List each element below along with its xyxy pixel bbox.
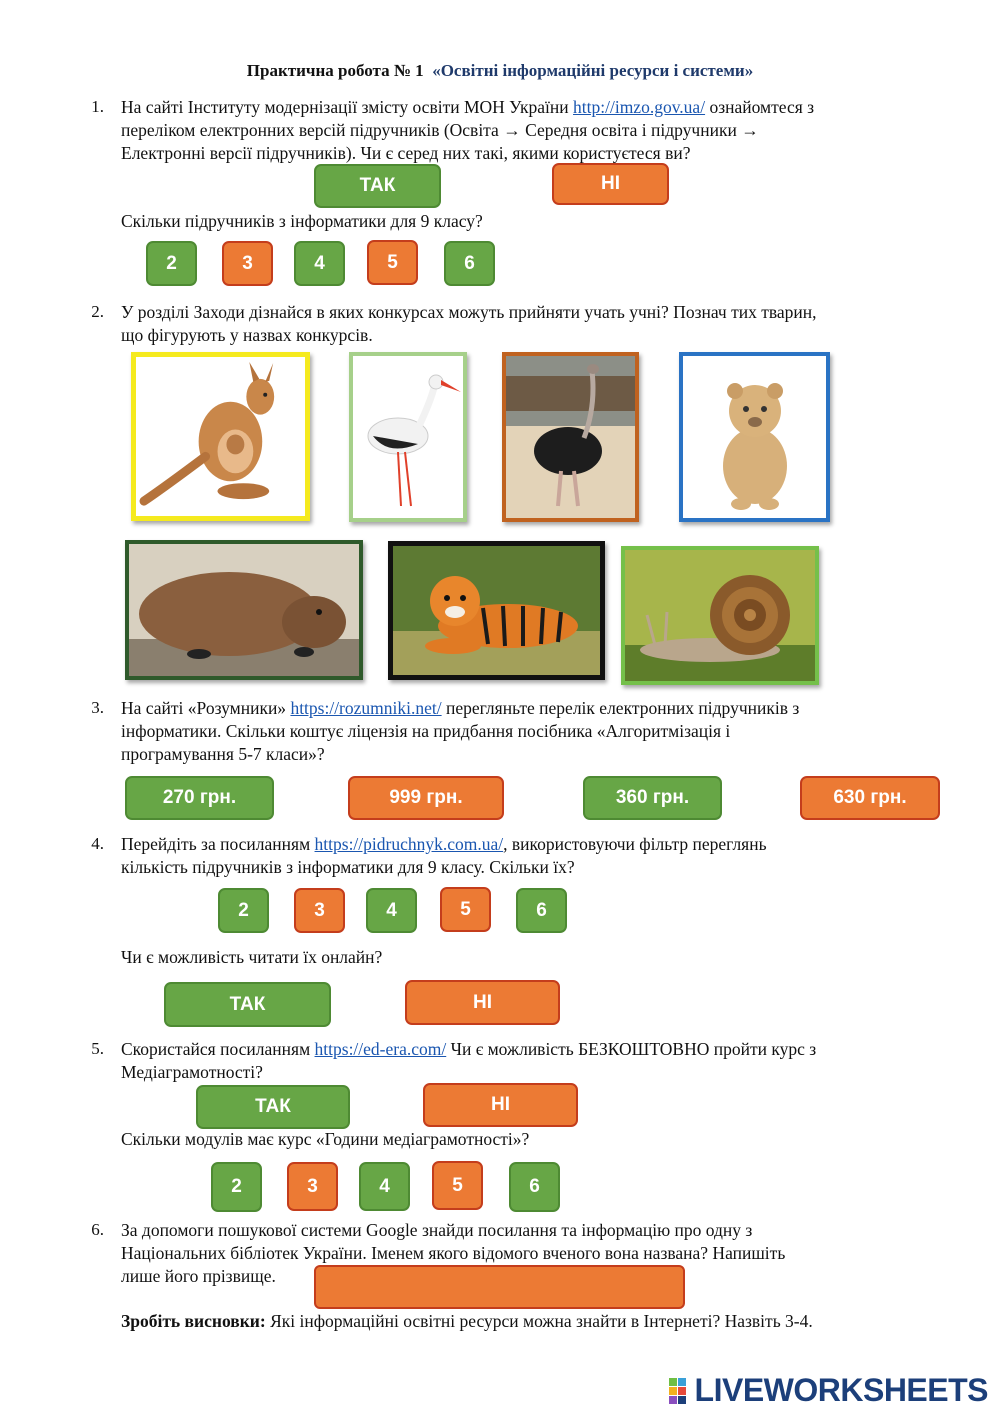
rozumniki-link[interactable]: https://rozumniki.net/ bbox=[290, 698, 442, 718]
tiger-image[interactable] bbox=[388, 541, 605, 680]
q6-line-3: лише його прізвище. bbox=[121, 1266, 276, 1286]
q5-text-a: Скористайся посиланням bbox=[121, 1039, 315, 1059]
question-number: 4. bbox=[91, 834, 104, 853]
ostrich-icon bbox=[506, 356, 635, 518]
q4-text-b: , використовуючи фільтр переглянь bbox=[503, 834, 767, 854]
pidruchnyk-link[interactable]: https://pidruchnyk.com.ua/ bbox=[314, 834, 504, 854]
q2-line-1: У розділі Заходи дізнайся в яких конкурсах можуть прийняти учать учні? Познач тих тварин, bbox=[121, 302, 817, 322]
question-2-text bbox=[121, 301, 971, 347]
q5-option-3[interactable]: 3 bbox=[287, 1162, 338, 1211]
q4-yes-button[interactable]: ТАК bbox=[164, 982, 331, 1027]
q4-no-button[interactable]: НІ bbox=[405, 980, 560, 1025]
title-prefix: Практична робота № 1 bbox=[246, 61, 424, 80]
q1-option-4[interactable]: 4 bbox=[294, 241, 345, 286]
beaver-image[interactable] bbox=[125, 540, 363, 680]
lion-cub-icon bbox=[683, 356, 826, 518]
tiger-icon bbox=[393, 546, 600, 675]
q3-option-630[interactable]: 630 грн. bbox=[800, 776, 940, 820]
q4-option-5[interactable]: 5 bbox=[440, 887, 491, 932]
q4-line-2: кількість підручників з інформатики для 9 класу. Скільки їх? bbox=[121, 857, 575, 877]
imzo-link[interactable]: http://imzo.gov.ua/ bbox=[573, 97, 706, 117]
kangaroo-image[interactable] bbox=[131, 352, 310, 521]
question-number: 3. bbox=[91, 698, 104, 717]
conclusion-label: Зробіть висновки: bbox=[121, 1311, 266, 1331]
q6-line-2: Національних бібліотек України. Іменем якого відомого вченого вона названа? Напишіть bbox=[121, 1243, 786, 1263]
question-3-text bbox=[121, 697, 971, 766]
q3-text-a: На сайті «Розумники» bbox=[121, 698, 291, 718]
conclusion-text: Які інформаційні освітні ресурси можна знайти в Інтернеті? Назвіть 3-4. bbox=[265, 1311, 813, 1331]
snail-image[interactable] bbox=[621, 546, 819, 685]
question-number: 5. bbox=[91, 1039, 104, 1058]
q3-line-2: інформатики. Скільки коштує ліцензія на придбання посібника «Алгоритмізація і bbox=[121, 721, 731, 741]
q5-text-b: Чи є можливість БЕЗКОШТОВНО пройти курс з bbox=[446, 1039, 817, 1059]
ed-era-link[interactable]: https://ed-era.com/ bbox=[314, 1039, 447, 1059]
q1-yes-button[interactable]: ТАК bbox=[314, 164, 441, 208]
question-1-text bbox=[121, 96, 961, 165]
question-number: 2. bbox=[91, 302, 104, 321]
question-number: 6. bbox=[91, 1220, 104, 1239]
ostrich-image[interactable] bbox=[502, 352, 639, 522]
logo-text: LIVEWORKSHEETS bbox=[694, 1372, 988, 1408]
q4-option-4[interactable]: 4 bbox=[366, 888, 417, 933]
q4-option-6[interactable]: 6 bbox=[516, 888, 567, 933]
q4-text-a: Перейдіть за посиланням bbox=[121, 834, 315, 854]
q5-option-5[interactable]: 5 bbox=[432, 1161, 483, 1210]
q1-no-button[interactable]: НІ bbox=[552, 163, 669, 205]
q1-text-a: На сайті Інституту модернізації змісту освіти МОН України bbox=[121, 97, 574, 117]
q2-line-2: що фігурують у назвах конкурсів. bbox=[121, 325, 373, 345]
q1-option-3[interactable]: 3 bbox=[222, 241, 273, 286]
q5-sub-question: Скільки модулів має курс «Години медіаграмотності»? bbox=[121, 1129, 530, 1149]
title-quote: «Освітні інформаційні ресурси і системи» bbox=[432, 61, 754, 80]
q5-line-2: Медіаграмотності? bbox=[121, 1062, 263, 1082]
kangaroo-icon bbox=[136, 357, 305, 516]
q5-no-button[interactable]: НІ bbox=[423, 1083, 578, 1127]
q1-sub-question: Скільки підручників з інформатики для 9 класу? bbox=[121, 211, 483, 231]
beaver-icon bbox=[129, 544, 359, 676]
page-title bbox=[0, 61, 1000, 81]
q1-text-b: ознайомтеся з bbox=[705, 97, 815, 117]
q5-option-6[interactable]: 6 bbox=[509, 1162, 560, 1212]
q1-option-6[interactable]: 6 bbox=[444, 241, 495, 286]
q1-option-5[interactable]: 5 bbox=[367, 240, 418, 285]
stork-icon bbox=[353, 356, 463, 518]
q3-option-999[interactable]: 999 грн. bbox=[348, 776, 504, 820]
liveworksheets-logo bbox=[669, 1372, 988, 1409]
q5-option-4[interactable]: 4 bbox=[359, 1162, 410, 1211]
question-5-text bbox=[121, 1038, 971, 1084]
q5-yes-button[interactable]: ТАК bbox=[196, 1085, 350, 1129]
q3-option-270[interactable]: 270 грн. bbox=[125, 776, 274, 820]
q4-sub-question: Чи є можливість читати їх онлайн? bbox=[121, 947, 383, 967]
q3-option-360[interactable]: 360 грн. bbox=[583, 776, 722, 820]
q3-line-3: програмування 5-7 класи»? bbox=[121, 744, 325, 764]
q1-line-2: переліком електронних версій підручників (Освіта → Середня освіта і підручники → bbox=[121, 120, 759, 140]
q4-option-2[interactable]: 2 bbox=[218, 888, 269, 933]
liveworksheets-icon bbox=[669, 1378, 695, 1404]
q1-option-2[interactable]: 2 bbox=[146, 241, 197, 286]
q6-line-1: За допомоги пошукової системи Google знайди посилання та інформацію про одну з bbox=[121, 1220, 753, 1240]
conclusion bbox=[121, 1310, 981, 1333]
q1-line-3: Електронні версії підручників). Чи є серед них такі, якими користуєтеся ви? bbox=[121, 143, 691, 163]
q5-option-2[interactable]: 2 bbox=[211, 1162, 262, 1212]
stork-image[interactable] bbox=[349, 352, 467, 522]
snail-icon bbox=[625, 550, 815, 681]
lion-cub-image[interactable] bbox=[679, 352, 830, 522]
q4-option-3[interactable]: 3 bbox=[294, 888, 345, 933]
question-number: 1. bbox=[91, 97, 104, 116]
q3-text-b: перегляньте перелік електронних підручників з bbox=[441, 698, 800, 718]
question-4-text bbox=[121, 833, 971, 879]
surname-answer-field[interactable] bbox=[314, 1265, 685, 1309]
